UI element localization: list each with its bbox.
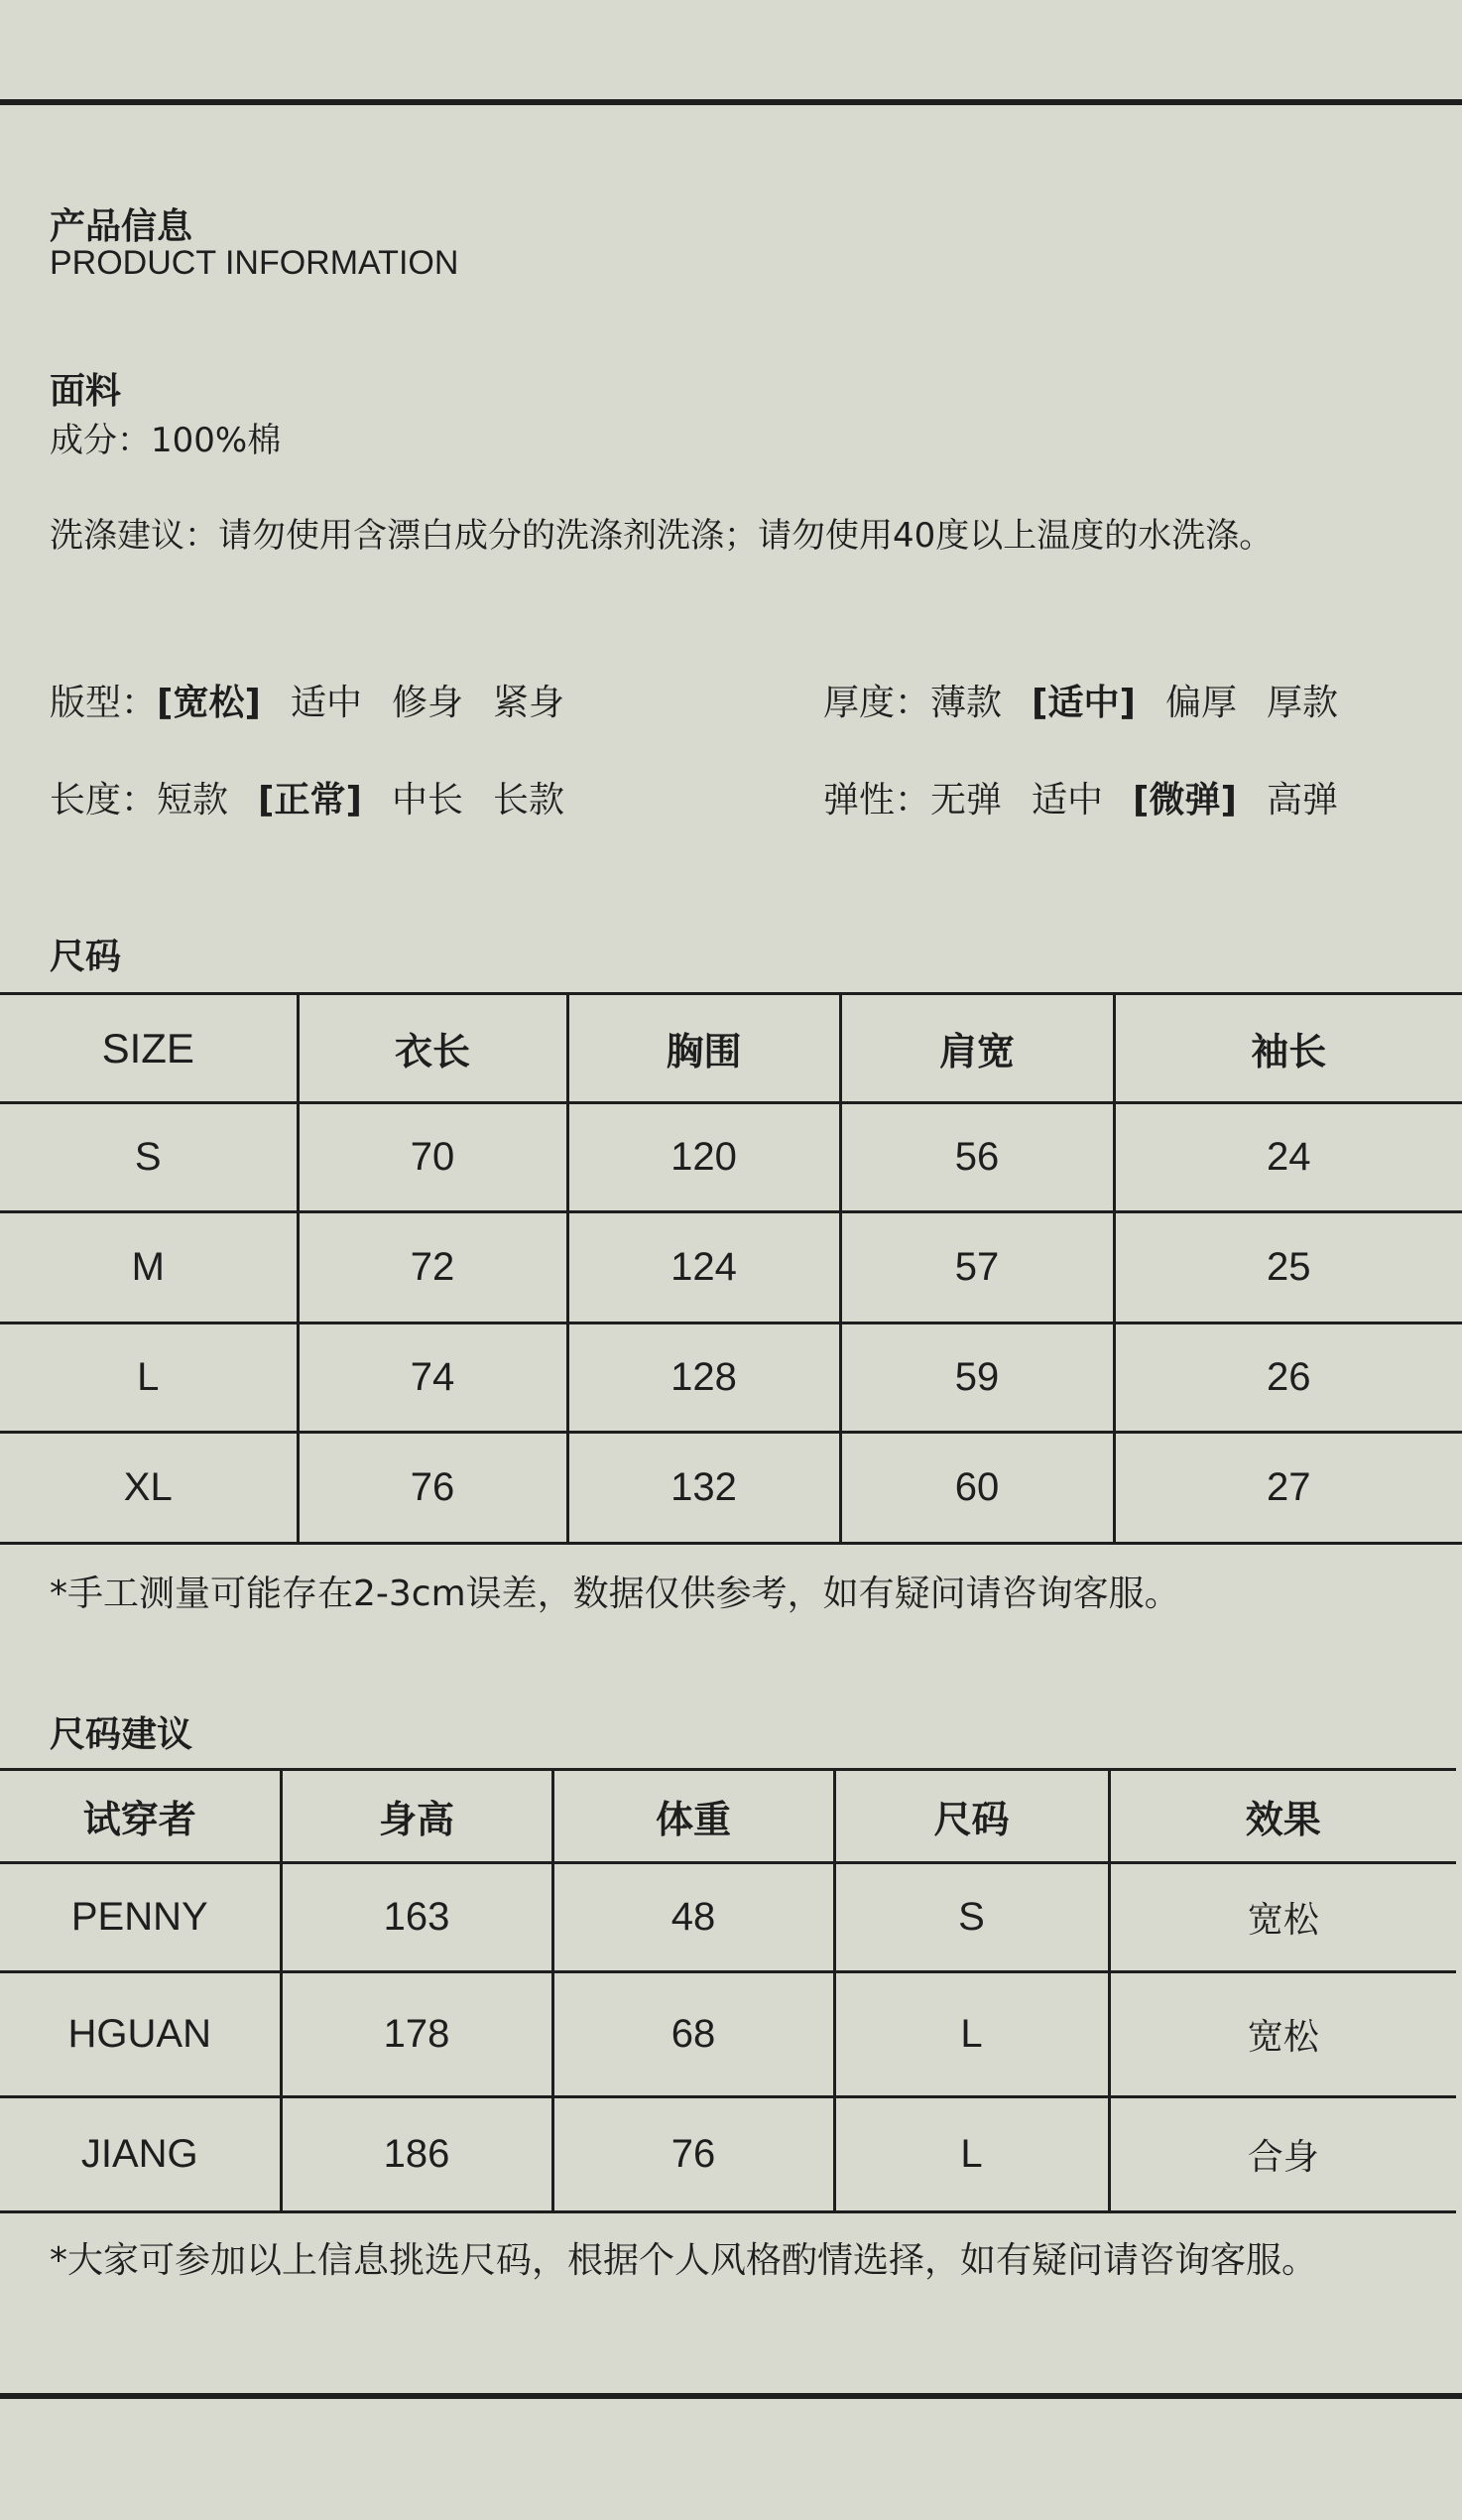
column-header: 袖长: [1114, 994, 1462, 1103]
attr-label: 版型：: [50, 683, 158, 723]
table-cell: 76: [298, 1433, 567, 1544]
table-row: [0, 1212, 1462, 1323]
attr-option: 薄款: [930, 683, 1003, 723]
table-cell: 72: [298, 1212, 567, 1323]
table-row: [0, 1103, 1462, 1212]
table-cell: S: [0, 1103, 298, 1212]
column-header: 尺码: [834, 1770, 1109, 1863]
top-rule: [0, 99, 1462, 105]
fabric-composition: 成分：100%棉: [50, 421, 282, 460]
table-row: [0, 1863, 1456, 1972]
column-header: 身高: [281, 1770, 552, 1863]
column-header: 体重: [552, 1770, 834, 1863]
size-heading: 尺码: [50, 937, 122, 977]
title-cn: 产品信息: [50, 206, 193, 247]
attr-option: 短款: [157, 780, 229, 820]
table-cell: PENNY: [0, 1863, 281, 1972]
table-cell: 132: [567, 1433, 840, 1544]
column-header: 衣长: [298, 994, 567, 1103]
table-cell: 186: [281, 2097, 552, 2212]
table-cell: 178: [281, 1972, 552, 2097]
table-cell: 26: [1114, 1323, 1462, 1433]
attr-label: 长度：: [50, 780, 158, 820]
table-cell: 128: [567, 1323, 840, 1433]
attr-option-selected: [正常]: [258, 780, 362, 820]
table-header-row: [0, 994, 1462, 1103]
size-note: *手工测量可能存在2-3cm误差，数据仅供参考，如有疑问请咨询客服。: [50, 1574, 1180, 1614]
attr-fit: [50, 675, 594, 725]
size-advice-table: [0, 1768, 1456, 2213]
attr-thickness: [823, 675, 1368, 725]
table-cell: 163: [281, 1863, 552, 1972]
attr-option: 无弹: [930, 780, 1003, 820]
table-row: [0, 2097, 1456, 2212]
table-header-row: [0, 1770, 1456, 1863]
table-cell: 76: [552, 2097, 834, 2212]
table-cell: 124: [567, 1212, 840, 1323]
washing-advice: 洗涤建议：请勿使用含漂白成分的洗涤剂洗涤；请勿使用40度以上温度的水洗涤。: [50, 516, 1274, 556]
table-cell: 27: [1114, 1433, 1462, 1544]
column-header: 肩宽: [840, 994, 1114, 1103]
attr-option: 适中: [1032, 780, 1104, 820]
table-cell: 24: [1114, 1103, 1462, 1212]
title-en: PRODUCT INFORMATION: [50, 244, 459, 282]
bottom-rule: [0, 2393, 1462, 2399]
table-row: [0, 1433, 1462, 1544]
table-cell: JIANG: [0, 2097, 281, 2212]
attr-option: 高弹: [1266, 780, 1338, 820]
attr-elasticity: [823, 772, 1368, 822]
table-cell: 74: [298, 1323, 567, 1433]
attr-label: 厚度：: [823, 683, 931, 723]
table-cell: 宽松: [1109, 1863, 1456, 1972]
table-cell: L: [834, 2097, 1109, 2212]
table-cell: 120: [567, 1103, 840, 1212]
table-cell: 59: [840, 1323, 1114, 1433]
attr-label: 弹性：: [823, 780, 931, 820]
table-cell: 48: [552, 1863, 834, 1972]
table-cell: 宽松: [1109, 1972, 1456, 2097]
table-cell: L: [0, 1323, 298, 1433]
table-cell: 合身: [1109, 2097, 1456, 2212]
table-cell: 56: [840, 1103, 1114, 1212]
table-cell: S: [834, 1863, 1109, 1972]
column-header: 试穿者: [0, 1770, 281, 1863]
attr-option: 厚款: [1266, 683, 1338, 723]
attr-option: 修身: [391, 683, 463, 723]
attr-option: 偏厚: [1164, 683, 1237, 723]
table-cell: M: [0, 1212, 298, 1323]
attr-option: 中长: [391, 780, 463, 820]
table-cell: XL: [0, 1433, 298, 1544]
size-table: [0, 992, 1462, 1545]
column-header: 胸围: [567, 994, 840, 1103]
attr-option: 长款: [492, 780, 564, 820]
size-advice-heading: 尺码建议: [50, 1714, 193, 1755]
attr-option-selected: [适中]: [1032, 683, 1136, 723]
attr-option-selected: [宽松]: [157, 683, 261, 723]
attr-length: [50, 772, 594, 822]
size-advice-note: *大家可参加以上信息挑选尺码，根据个人风格酌情选择，如有疑问请咨询客服。: [50, 2240, 1318, 2281]
attr-option: 紧身: [492, 683, 564, 723]
attr-option-selected: [微弹]: [1133, 780, 1237, 820]
column-header: 效果: [1109, 1770, 1456, 1863]
table-cell: 57: [840, 1212, 1114, 1323]
column-header: SIZE: [0, 994, 298, 1103]
table-cell: 60: [840, 1433, 1114, 1544]
table-cell: HGUAN: [0, 1972, 281, 2097]
attr-option: 适中: [290, 683, 362, 723]
table-cell: 68: [552, 1972, 834, 2097]
table-cell: L: [834, 1972, 1109, 2097]
table-cell: 25: [1114, 1212, 1462, 1323]
table-row: [0, 1323, 1462, 1433]
fabric-heading: 面料: [50, 371, 122, 412]
table-row: [0, 1972, 1456, 2097]
table-cell: 70: [298, 1103, 567, 1212]
